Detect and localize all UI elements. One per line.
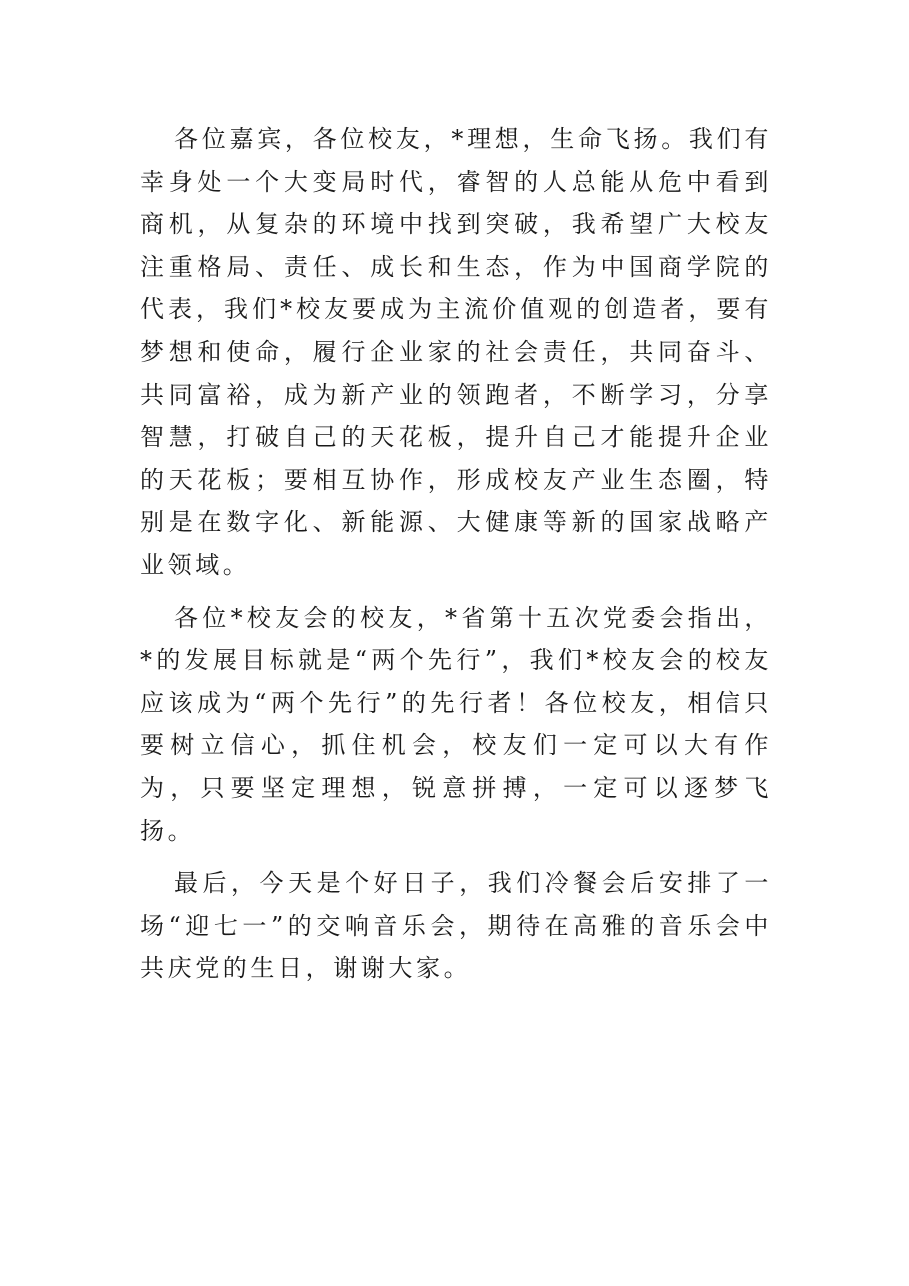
paragraph-3: 最后，今天是个好日子，我们冷餐会后安排了一场“迎七一”的交响音乐会，期待在高雅的音乐会中共庆党的生日，谢谢大家。 (140, 869, 772, 983)
paragraph-2: 各位*校友会的校友，*省第十五次党委会指出，*的发展目标就是“两个先行”，我们*校友会的校友应该成为“两个先行”的先行者！各位校友，相信只要树立信心，抓住机会，校友们一定可以大有作为，只要坚定理想，锐意拼搏，一定可以逐梦飞扬。 (140, 603, 772, 845)
paragraph-1: 各位嘉宾，各位校友，*理想，生命飞扬。我们有幸身处一个大变局时代，睿智的人总能从危中看到商机，从复杂的环境中找到突破，我希望广大校友注重格局、责任、成长和生态，作为中国商学院的代表，我们*校友要成为主流价值观的创造者，要有梦想和使命，履行企业家的社会责任，共同奋斗、共同富裕，成为新产业的领跑者，不断学习，分享智慧，打破自己的天花板，提升自己才能提升企业的天花板；要相互协作，形成校友产业生态圈，特别是在数字化、新能源、大健康等新的国家战略产业领域。 (140, 125, 772, 579)
document-body (140, 118, 772, 1000)
